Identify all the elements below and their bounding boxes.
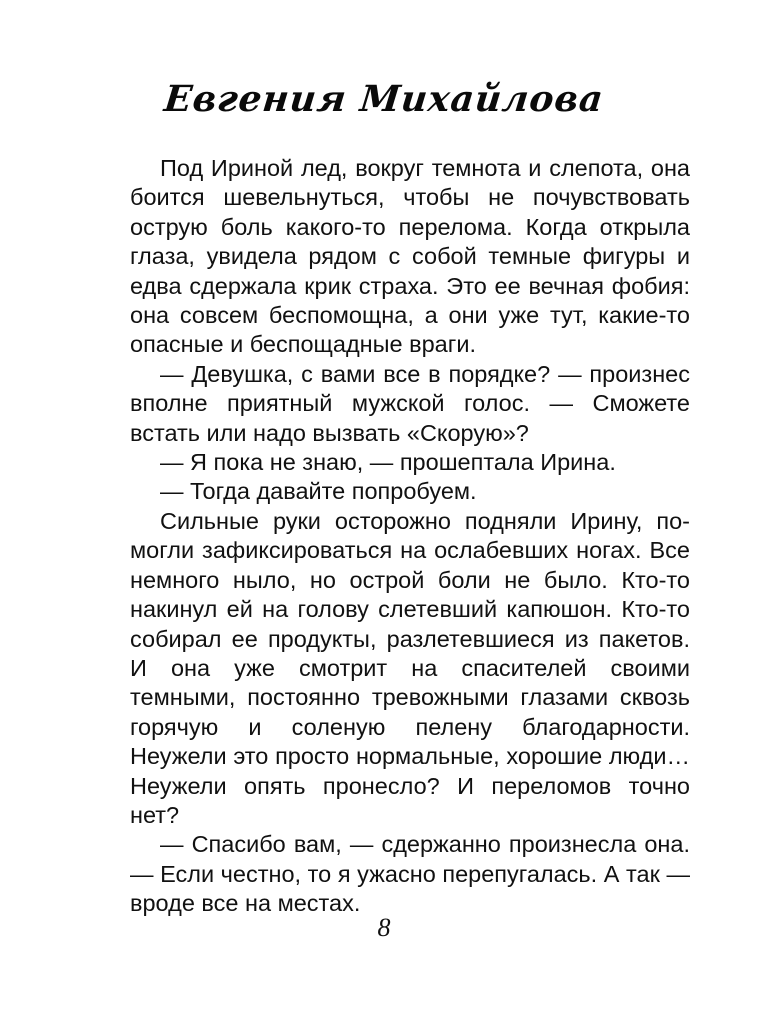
running-head-author: Евгения Михайлова [162,78,606,120]
paragraph: — Спасибо вам, — сдержанно произнесла она. — Если честно, то я ужасно перепугалась. А так — вроде все на местах. [130,831,690,917]
paragraph: — Я пока не знаю, — прошептала Ирина. [160,449,616,476]
body-text [130,154,690,919]
paragraph: Под Ириной лед, вокруг темнота и слепота, она боится шевельнуться, чтобы не почувствовать острую боль какого-то перелома. Когда открыла глаза, увидела рядом с собой темные фигуры и едва сдержала крик страха. Это ее вечная фобия: она совсем беспомощна, а они уже тут, какие-то опасные и беспощадные враги. [130,155,690,358]
paragraph: — Девушка, с вами все в порядке? — произнес вполне приятный мужской голос. — Сможете встать или надо вызвать «Скорую»? [130,360,690,446]
paragraph: Сильные руки осторожно подняли Ирину, помогли зафиксироваться на ослабевших ногах. Все немного ныло, но острой боли не было. Кто-то накинул ей на голову слетевший капюшон. Кто-то собирал ее продукты, разлетевшиеся из пакетов. И она уже смотрит на спасителей своими темными, постоянно тревожными глазами сквозь горячую и соленую пелену благодарности. Неужели это просто нормальные, хорошие люди… Неужели опять пронесло? И переломов точно нет? [130,507,690,828]
paragraph: — Тогда давайте попробуем. [160,478,477,505]
page-number: 8 [377,913,391,942]
